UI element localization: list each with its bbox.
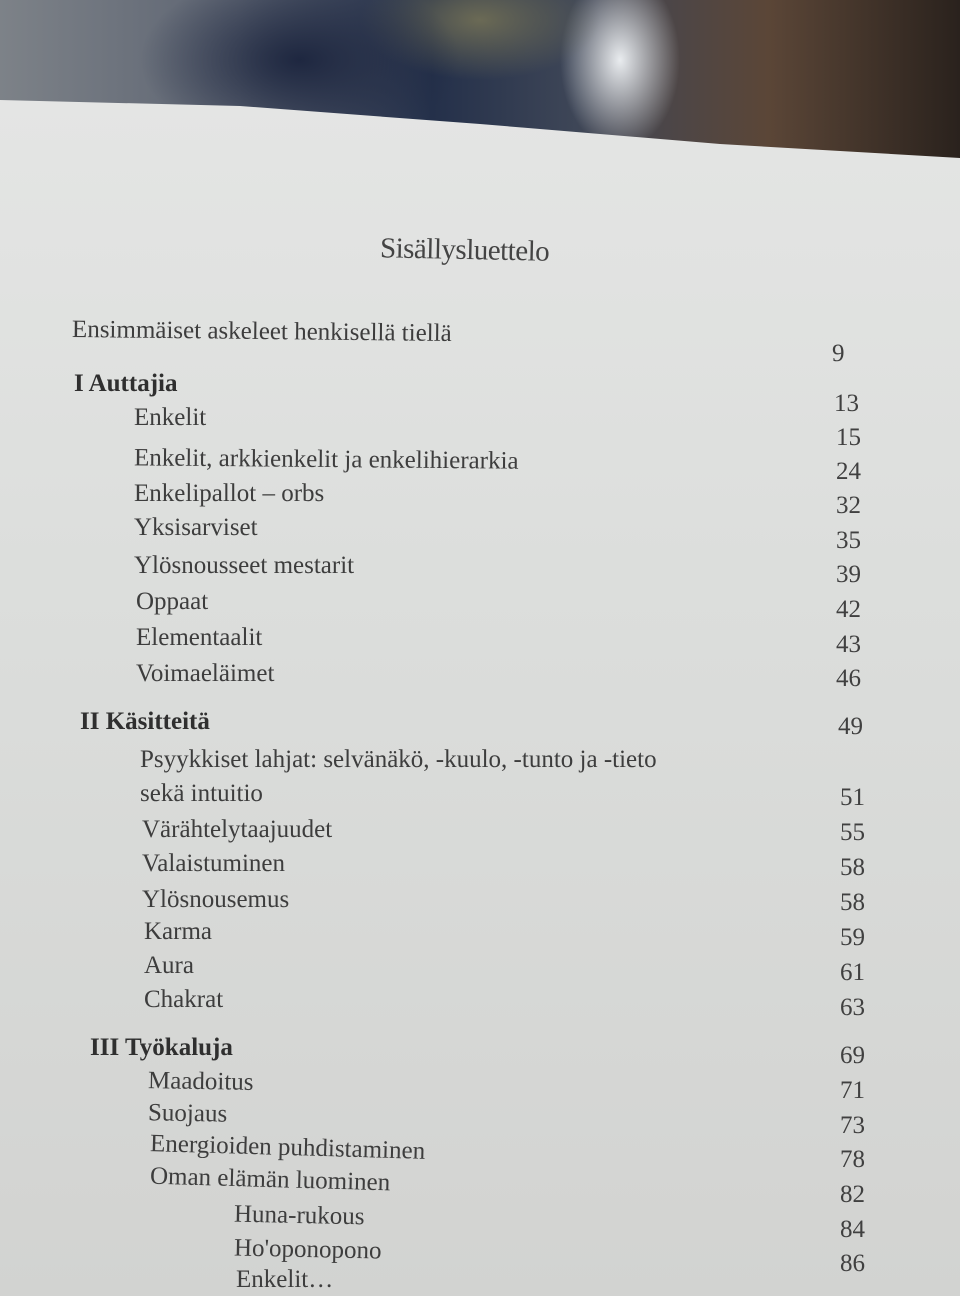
toc-page-number: 42: [836, 596, 861, 623]
toc-entry: Elementaalit: [136, 624, 263, 651]
toc-page-number: 84: [840, 1216, 865, 1243]
toc-page-number: 82: [840, 1181, 865, 1208]
toc-page-number: 69: [840, 1042, 865, 1069]
toc-page-number: 32: [836, 492, 861, 519]
toc-entry: Voimaeläimet: [136, 660, 275, 687]
toc-entry: Värähtelytaajuudet: [142, 816, 333, 843]
page-title: Sisällysluettelo: [379, 232, 550, 268]
toc-page-number: 58: [840, 889, 865, 916]
toc-entry: Enkelipallot – orbs: [134, 480, 325, 507]
toc-page-number: 58: [840, 854, 865, 881]
toc-entry: Valaistuminen: [142, 850, 286, 877]
toc-page-number: 71: [840, 1077, 865, 1104]
toc-entry: Ho'oponopono: [233, 1234, 382, 1265]
toc-entry: Oppaat: [136, 588, 209, 615]
toc-entry: Huna-rukous: [233, 1200, 365, 1231]
toc-page-number: 78: [840, 1146, 865, 1173]
toc-entry: Enkelit…: [236, 1266, 334, 1293]
toc-entry: Oman elämän luominen: [149, 1162, 391, 1197]
toc-page-number: 13: [834, 390, 859, 417]
toc-entry: Ensimmäiset askeleet henkisellä tiellä: [71, 316, 452, 347]
toc-entry: sekä intuitio: [140, 780, 263, 807]
toc-page-number: 9: [832, 340, 845, 367]
toc-page-number: 39: [836, 561, 861, 588]
toc-page-number: 35: [836, 527, 861, 554]
toc-part-heading: II Käsitteitä: [80, 708, 210, 735]
toc-entry: Aura: [144, 952, 194, 979]
toc-entry: Chakrat: [144, 986, 224, 1013]
toc-page-number: 86: [840, 1250, 865, 1277]
toc-page-number: 43: [836, 631, 861, 658]
toc-entry: Yksisarviset: [134, 514, 258, 541]
toc-page-number: 51: [840, 784, 865, 811]
toc-entry: Enkelit: [134, 404, 207, 431]
toc-entry: Karma: [144, 918, 213, 945]
toc-page-number: 49: [838, 713, 863, 740]
toc-page-number: 46: [836, 665, 861, 692]
toc-page-number: 24: [836, 458, 861, 485]
toc-page-number: 73: [840, 1112, 865, 1139]
toc-entry: Ylösnousemus: [142, 886, 290, 913]
toc-entry: Psyykkiset lahjat: selvänäkö, -kuulo, -tunto ja -tieto: [140, 746, 657, 773]
toc-page-number: 63: [840, 994, 865, 1021]
toc-entry: Energioiden puhdistaminen: [149, 1130, 426, 1165]
toc-entry: Ylösnousseet mestarit: [134, 552, 355, 579]
toc-page-number: 59: [840, 924, 865, 951]
toc-page-number: 55: [840, 819, 865, 846]
toc-page-number: 15: [836, 424, 861, 451]
toc-part-heading: I Auttajia: [74, 370, 178, 397]
toc-part-heading: III Työkaluja: [90, 1034, 233, 1061]
toc-entry: Enkelit, arkkienkelit ja enkelihierarkia: [133, 444, 519, 475]
toc-page-number: 61: [840, 959, 865, 986]
toc-entry: Maadoitus: [147, 1067, 254, 1096]
toc-entry: Suojaus: [147, 1099, 228, 1128]
